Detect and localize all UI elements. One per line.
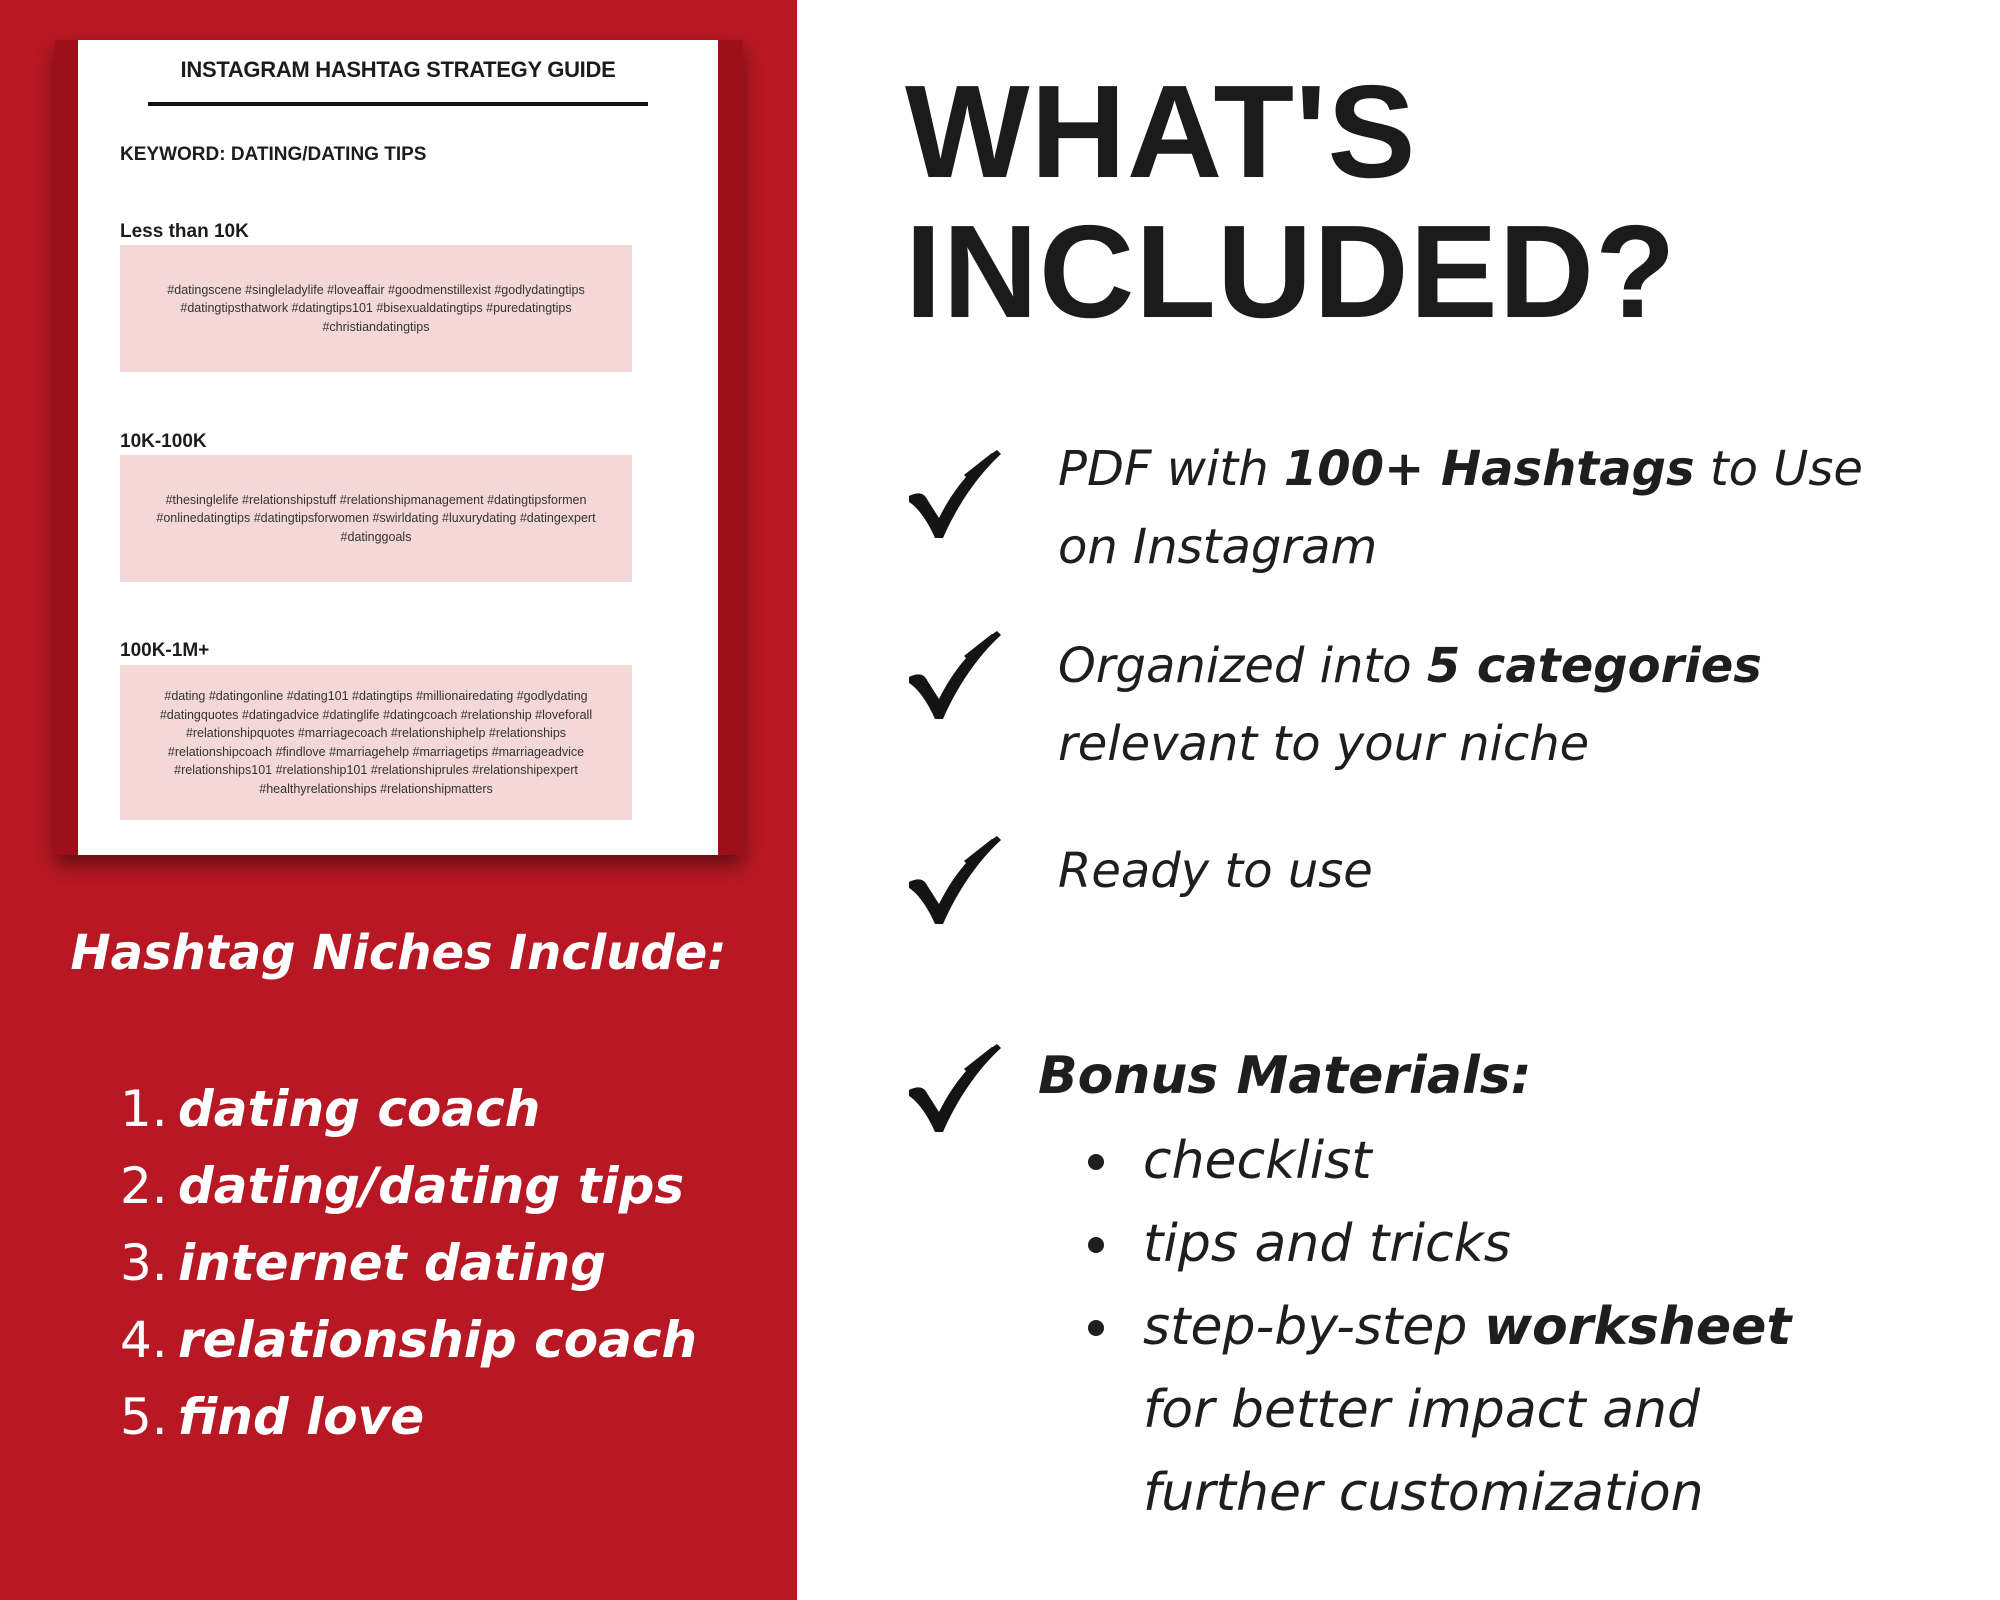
guide-keyword: KEYWORD: DATING/DATING TIPS — [120, 144, 427, 165]
feature-categories-text — [1058, 627, 1762, 783]
niche-number: 3. — [120, 1234, 168, 1292]
feature-pdf-line2: on Instagram — [1058, 519, 1378, 575]
bonus-item-worksheet-pre: step-by-step — [1143, 1297, 1484, 1357]
niche-number: 2. — [120, 1157, 168, 1215]
guide-preview — [55, 40, 743, 855]
title-underline — [148, 102, 648, 106]
bonus-item-worksheet-line3: further customization — [1143, 1463, 1704, 1523]
bonus-item-worksheet-line2: for better impact and — [1143, 1380, 1701, 1440]
feature-pdf-bold: 100+ Hashtags — [1283, 441, 1695, 497]
niche-item — [120, 1311, 697, 1388]
tier-box-10k-100k — [120, 455, 632, 582]
niche-item — [120, 1388, 697, 1465]
feature-ready-text: Ready to use — [1058, 843, 1373, 899]
niche-item — [120, 1157, 697, 1234]
feature-pdf-post: to Use — [1694, 441, 1863, 497]
bonus-list — [1088, 1120, 1791, 1535]
feature-pdf-pre: PDF with — [1058, 441, 1284, 497]
checkmark-icon — [905, 832, 1005, 927]
niche-number: 5. — [120, 1388, 168, 1446]
niche-label: relationship coach — [178, 1311, 698, 1369]
feature-categories-pre: Organized into — [1058, 638, 1427, 694]
tier-hashtags-less-10k: #datingscene #singleladylife #loveaffair #goodmenstillexist #godlydatingtips #datingtipsthatwork #datingtips101 #bisexualdatingtips #puredatingtips #christiandatingtips — [167, 282, 585, 334]
tier-label-10k-100k: 10K-100K — [120, 431, 207, 452]
tier-hashtags-100k-1m: #dating #datingonline #dating101 #datingtips #millionairedating #godlydating #datingquotes #datingadvice #datinglife #datingcoach #relationship #loveforall #relationshipquotes #marriagecoach #relationshiphelp #relationships #relationshipcoach #findlove #marriagehelp #marriagetips #marriageadvice #relationships101 #relationship101 #relationshiprules #relationshipexpert #healthyrelationships #relationshipmatters — [159, 689, 593, 796]
niche-number: 1. — [120, 1080, 168, 1138]
niche-item — [120, 1234, 697, 1311]
niche-item — [120, 1080, 697, 1157]
main-title — [905, 58, 1677, 345]
checkmark-icon — [905, 1040, 1005, 1135]
bonus-item — [1088, 1203, 1791, 1286]
niches-list — [120, 1080, 697, 1465]
bonus-item — [1088, 1286, 1791, 1535]
feature-categories-bold: 5 categories — [1426, 638, 1762, 694]
bullet-dot-icon — [1088, 1320, 1104, 1336]
niche-number: 4. — [120, 1311, 168, 1369]
niche-label: dating/dating tips — [178, 1157, 685, 1215]
tier-label-100k-1m: 100K-1M+ — [120, 640, 210, 661]
checkmark-icon — [905, 627, 1005, 722]
bonus-item-worksheet-bold: worksheet — [1483, 1297, 1792, 1357]
guide-title: INSTAGRAM HASHTAG STRATEGY GUIDE — [180, 57, 616, 82]
main-title-line1: WHAT'S — [905, 58, 1417, 205]
checkmark-icon — [905, 446, 1005, 541]
bullet-dot-icon — [1088, 1154, 1104, 1170]
tier-label-less-10k: Less than 10K — [120, 221, 249, 242]
left-panel — [0, 0, 797, 1600]
niches-heading: Hashtag Niches Include: — [70, 925, 727, 981]
bonus-title: Bonus Materials: — [1038, 1046, 1532, 1106]
niche-label: internet dating — [178, 1234, 606, 1292]
bullet-dot-icon — [1088, 1237, 1104, 1253]
guide-page — [78, 40, 718, 855]
tier-box-less-10k — [120, 245, 632, 372]
tier-hashtags-10k-100k: #thesinglelife #relationshipstuff #relationshipmanagement #datingtipsformen #onlinedatingtips #datingtipsforwomen #swirldating #luxurydating #datingexpert #datinggoals — [156, 492, 596, 544]
main-title-line2: INCLUDED? — [905, 198, 1677, 345]
niche-label: dating coach — [178, 1080, 541, 1138]
bonus-item — [1088, 1120, 1791, 1203]
bonus-item-checklist: checklist — [1143, 1131, 1372, 1191]
feature-categories-line2: relevant to your niche — [1058, 716, 1590, 772]
tier-box-100k-1m — [120, 665, 632, 820]
niche-label: find love — [178, 1388, 425, 1446]
feature-pdf-text — [1058, 430, 1863, 586]
bonus-item-tips: tips and tricks — [1143, 1214, 1511, 1274]
